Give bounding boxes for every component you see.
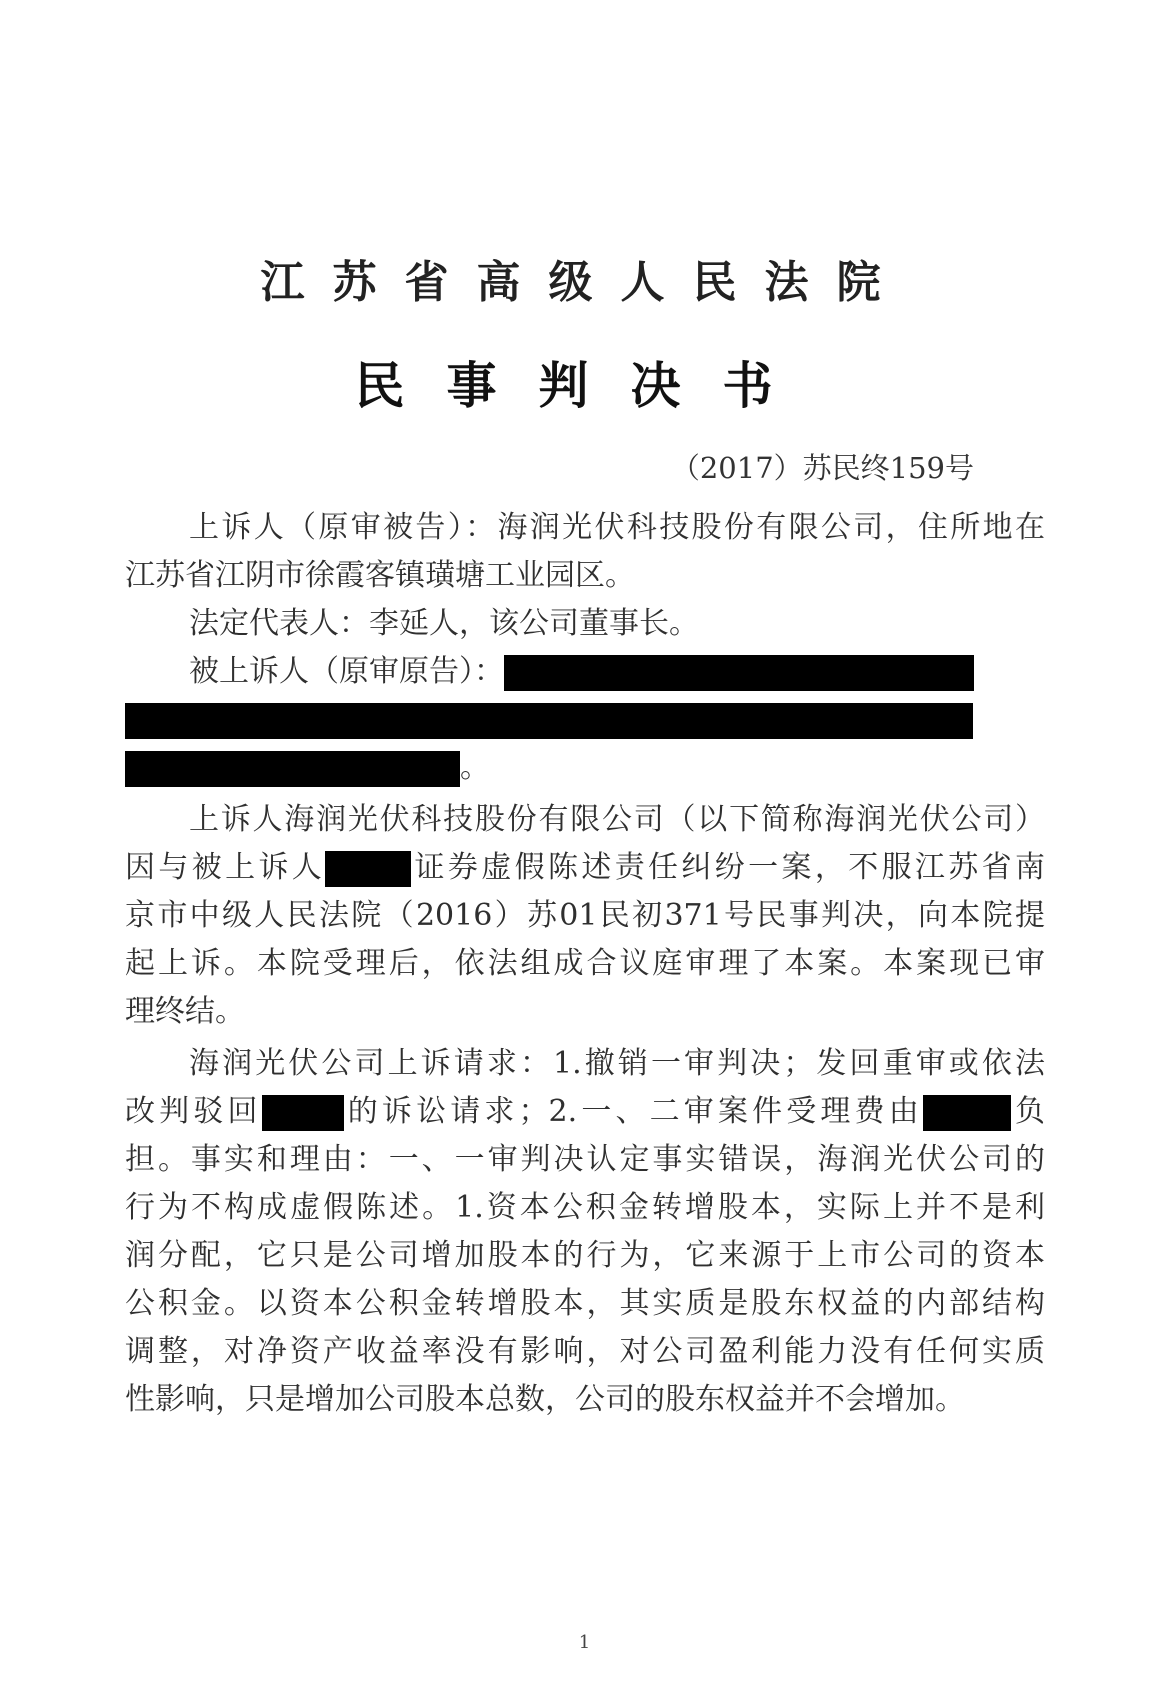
intro-line-5: 理终结。 [125,994,245,1029]
intro-line-2b: 证券虚假陈述责任纠纷一案，不服江苏省南 [411,850,1046,885]
intro-line-3: 京市中级人民法院（2016）苏01民初371号民事判决，向本院提 [125,898,1045,933]
claims-line-2a: 改判驳回 [125,1094,262,1129]
claims-line-3: 担。事实和理由：一、一审判决认定事实错误，海润光伏公司的 [125,1142,1045,1177]
document-type-title: 民事判决书 [354,356,815,415]
page-number: 1 [578,1632,591,1653]
intro-line-4: 起上诉。本院受理后，依法组成合议庭审理了本案。本案现已审 [125,946,1045,981]
appellant-line-1: 上诉人（原审被告）：海润光伏科技股份有限公司，住所地在 [189,510,1045,545]
claims-line-2 [125,1092,1045,1132]
claims-line-2b: 的诉讼请求；2.一、二审案件受理费由 [343,1094,923,1129]
claims-line-4: 行为不构成虚假陈述。1.资本公积金转增股本，实际上并不是利 [125,1190,1045,1225]
claims-line-7: 调整，对净资产收益率没有影响，对公司盈利能力没有任何实质 [125,1334,1045,1369]
legal-representative: 法定代表人：李延人，该公司董事长。 [189,606,699,641]
case-number: （2017）苏民终159号 [670,451,974,485]
intro-line-2 [125,848,1045,888]
appellee-redacted-line-2 [125,748,1045,788]
claims-line-2c: 负 [1010,1094,1046,1129]
redaction-block [325,851,411,887]
appellee-end: 。 [460,750,490,785]
redaction-block [504,655,974,691]
claims-line-8: 性影响，只是增加公司股本总数，公司的股东权益并不会增加。 [125,1382,965,1417]
redaction-block [125,751,460,787]
redaction-block [262,1095,344,1131]
redaction-block [923,1095,1011,1131]
court-name: 江苏省高级人民法院 [260,257,909,308]
appellant-line-2: 江苏省江阴市徐霞客镇璜塘工业园区。 [125,558,635,593]
claims-line-6: 公积金。以资本公积金转增股本，其实质是股东权益的内部结构 [125,1286,1045,1321]
redaction-block [125,703,973,739]
appellee-redacted-line [125,700,1045,740]
claims-line-5: 润分配，它只是公司增加股本的行为，它来源于上市公司的资本 [125,1238,1045,1273]
claims-line-1: 海润光伏公司上诉请求：1.撤销一审判决；发回重审或依法 [189,1046,1045,1081]
intro-line-1: 上诉人海润光伏科技股份有限公司（以下简称海润光伏公司） [189,802,1045,837]
appellee-label: 被上诉人（原审原告）： [189,654,504,689]
intro-line-2a: 因与被上诉人 [125,850,326,885]
appellee-line [189,652,1045,692]
